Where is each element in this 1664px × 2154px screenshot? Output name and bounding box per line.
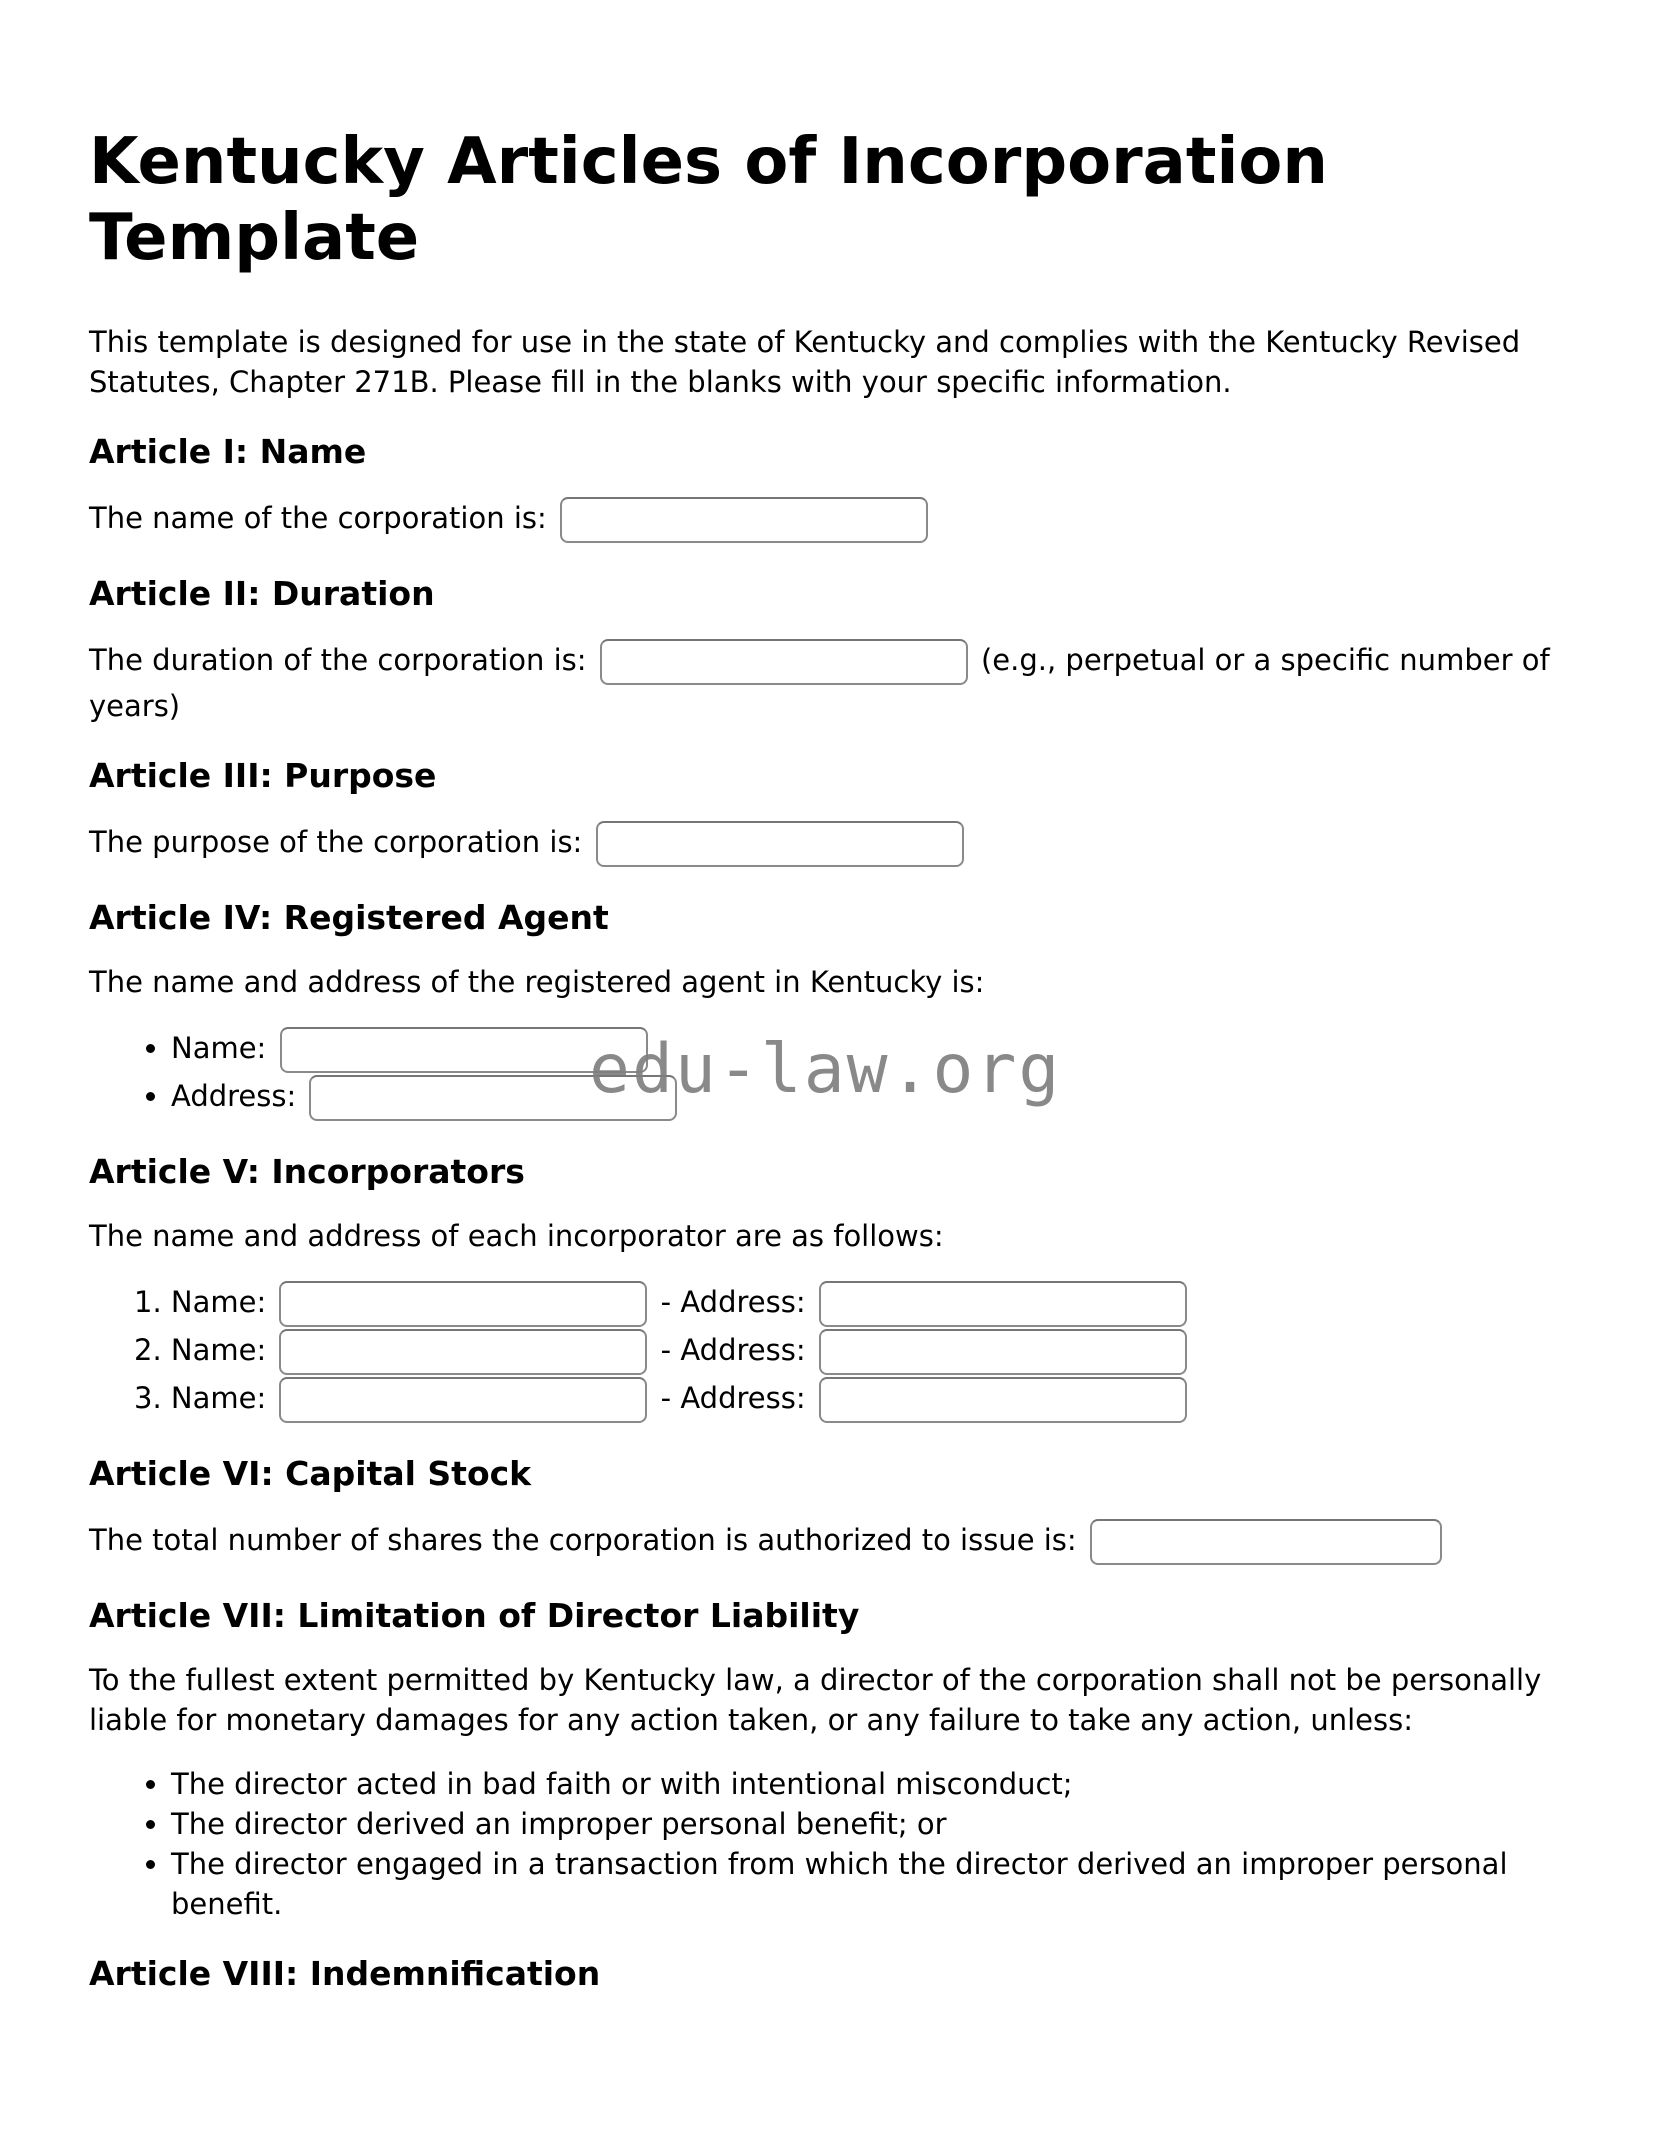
article-1-line (89, 496, 1609, 544)
article-3-heading: Article III: Purpose (89, 756, 437, 795)
incorporator-2-name-label: Name: (170, 1333, 267, 1367)
duration-hint: (e.g., perpetual or a specific number of years) (89, 643, 1550, 723)
incorporator-row (134, 1280, 1609, 1328)
row-number: 2. (134, 1333, 162, 1367)
registered-agent-list (89, 1026, 1609, 1122)
article-3-line (89, 820, 1609, 868)
watermark-text: edu-law.org (589, 1030, 1062, 1109)
duration-input[interactable] (600, 639, 968, 685)
incorporator-row (134, 1328, 1609, 1376)
page-title: Kentucky Articles of Incorporation Template (89, 125, 1328, 275)
row-number: 3. (134, 1381, 162, 1415)
liability-bullet-1: • The director acted in bad faith or with intentional misconduct; (171, 1764, 1609, 1804)
liability-bullet-2: • The director derived an improper personal benefit; or (171, 1804, 1609, 1844)
liability-bullet-list (89, 1764, 1609, 1924)
article-5-heading: Article V: Incorporators (89, 1152, 525, 1191)
incorporator-2-address-label: - Address: (660, 1333, 806, 1367)
article-8-heading: Article VIII: Indemnification (89, 1954, 601, 1993)
purpose-input[interactable] (596, 821, 964, 867)
agent-address-item (171, 1074, 1609, 1122)
article-7-paragraph: To the fullest extent permitted by Kentucky law, a director of the corporation shall not be personally liable for monetary damages for any action taken, or any failure to take any action, unless: (89, 1663, 1542, 1737)
article-1-heading: Article I: Name (89, 432, 367, 471)
incorporator-3-name-input[interactable] (279, 1377, 647, 1423)
incorporator-1-address-label: - Address: (660, 1285, 806, 1319)
incorporator-1-name-label: Name: (170, 1285, 267, 1319)
shares-input[interactable] (1090, 1519, 1442, 1565)
corporation-name-input[interactable] (560, 497, 928, 543)
article-4-heading: Article IV: Registered Agent (89, 898, 609, 937)
duration-label: The duration of the corporation is: (89, 643, 587, 677)
row-number: 1. (134, 1285, 162, 1319)
article-2-heading: Article II: Duration (89, 574, 435, 613)
incorporator-1-name-input[interactable] (279, 1281, 647, 1327)
incorporator-1-address-input[interactable] (819, 1281, 1187, 1327)
agent-name-input[interactable] (280, 1027, 648, 1073)
corporation-name-label: The name of the corporation is: (89, 501, 547, 535)
incorporators-list (89, 1280, 1609, 1424)
article-6-line (89, 1518, 1609, 1566)
agent-address-label: Address: (171, 1079, 297, 1113)
agent-name-item (171, 1026, 1609, 1074)
agent-name-label: Name: (171, 1031, 267, 1065)
liability-bullet-3: • The director engaged in a transaction from which the director derived an improper personal benefit. (171, 1844, 1609, 1924)
shares-label: The total number of shares the corporation is authorized to issue is: (89, 1523, 1077, 1557)
article-5-lead: The name and address of each incorporator are as follows: (89, 1219, 944, 1253)
intro-paragraph: This template is designed for use in the state of Kentucky and complies with the Kentucky Revised Statutes, Chapter 271B. Please fill in the blanks with your specific information. (89, 325, 1521, 399)
article-4-lead: The name and address of the registered agent in Kentucky is: (89, 965, 985, 999)
incorporator-3-address-input[interactable] (819, 1377, 1187, 1423)
article-2-line (89, 638, 1609, 726)
incorporator-3-address-label: - Address: (660, 1381, 806, 1415)
article-6-heading: Article VI: Capital Stock (89, 1454, 532, 1493)
incorporator-3-name-label: Name: (170, 1381, 267, 1415)
incorporator-2-address-input[interactable] (819, 1329, 1187, 1375)
incorporator-row (134, 1376, 1609, 1424)
agent-address-input[interactable] (309, 1075, 677, 1121)
purpose-label: The purpose of the corporation is: (89, 825, 583, 859)
article-7-heading: Article VII: Limitation of Director Liability (89, 1596, 860, 1635)
incorporator-2-name-input[interactable] (279, 1329, 647, 1375)
